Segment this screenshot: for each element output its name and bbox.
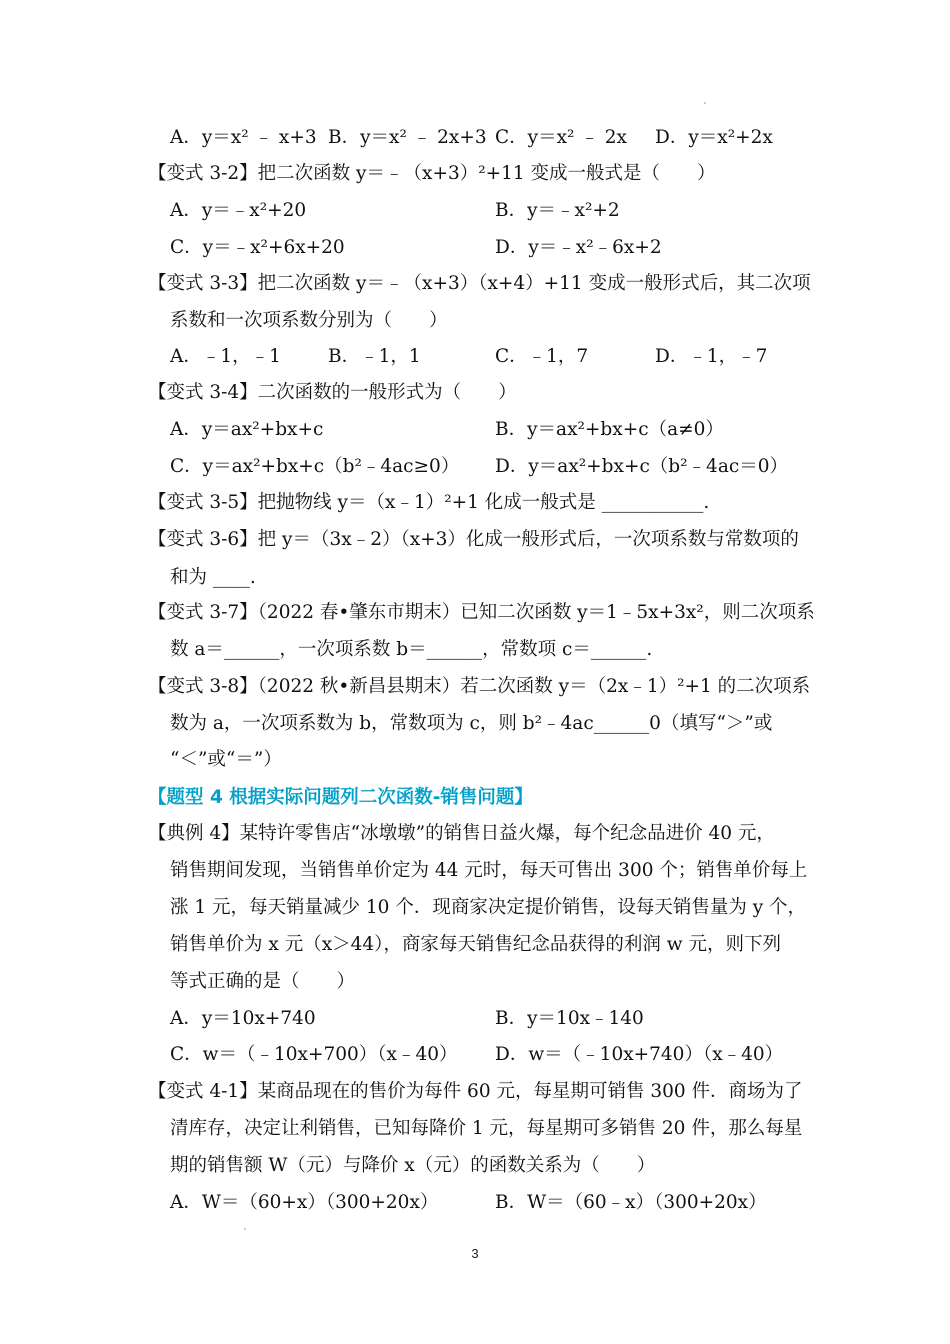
example-4-stem-line3: 涨 1 元，每天销量减少 10 个．现商家决定提价销售，设每天销售量为 y 个， (170, 897, 807, 918)
option-a: A．y＝10x+740 (170, 1008, 316, 1029)
option-b: B．y＝﹣x²+2 (495, 200, 620, 221)
page-number: 3 (471, 1246, 479, 1261)
option-a: A．W＝（60+x）（300+20x） (170, 1192, 439, 1213)
question-4-1-stem-line1: 【变式 4-1】某商品现在的售价为每件 60 元，每星期可销售 300 件．商场为了 (148, 1081, 803, 1102)
question-3-3-stem-line2: 系数和一次项系数分别为（ ） (170, 310, 448, 331)
question-3-6-stem-line2: 和为 ____. (170, 567, 256, 588)
option-c: C．w＝（﹣10x+700）（x﹣40） (170, 1044, 458, 1065)
question-4-1-stem-line2: 清库存，决定让利销售，已知每降价 1 元，每星期可多销售 20 件，那么每星 (170, 1118, 803, 1139)
decorative-dot (244, 1228, 246, 1230)
option-c: C．y＝﹣x²+6x+20 (170, 237, 345, 258)
option-a: A．y＝ax²+bx+c (170, 419, 324, 440)
question-3-8-stem-line3: “＜”或“＝”） (170, 749, 282, 770)
option-c: C．y＝x² ﹣ 2x (495, 127, 627, 148)
question-3-5-stem: 【变式 3-5】把抛物线 y＝（x﹣1）²+1 化成一般式是 ___________. (148, 492, 710, 513)
option-b: B．W＝（60﹣x）（300+20x） (495, 1192, 767, 1213)
decorative-dot (704, 102, 706, 104)
option-d: D．w＝（﹣10x+740）（x﹣40） (495, 1044, 784, 1065)
question-3-8-stem-line2: 数为 a，一次项系数为 b，常数项为 c，则 b²﹣4ac______0（填写“＞”或 (170, 713, 773, 734)
option-d: D．y＝x²+2x (655, 127, 773, 148)
option-c: C．﹣1，7 (495, 346, 589, 367)
question-4-1-stem-line3: 期的销售额 W（元）与降价 x（元）的函数关系为（ ） (170, 1155, 656, 1176)
question-3-6-stem-line1: 【变式 3-6】把 y＝（3x﹣2）（x+3）化成一般形式后，一次项系数与常数项的 (148, 529, 799, 550)
section-heading-type-4: 【题型 4 根据实际问题列二次函数-销售问题】 (148, 787, 533, 808)
question-3-7-stem-line2: 数 a＝______，一次项系数 b＝______，常数项 c＝______. (170, 639, 653, 660)
question-3-3-stem-line1: 【变式 3-3】把二次函数 y＝﹣（x+3）（x+4）+11 变成一般形式后，其二次项 (148, 273, 811, 294)
question-3-4-stem: 【变式 3-4】二次函数的一般形式为（ ） (148, 382, 517, 403)
option-a: A．y＝﹣x²+20 (170, 200, 307, 221)
option-a: A．﹣1，﹣1 (170, 346, 281, 367)
question-3-7-stem-line1: 【变式 3-7】（2022 春•肇东市期末）已知二次函数 y＝1﹣5x+3x²，则二次项系 (148, 602, 815, 623)
option-d: D．y＝ax²+bx+c（b²﹣4ac＝0） (495, 456, 788, 477)
option-c: C．y＝ax²+bx+c（b²﹣4ac≥0） (170, 456, 460, 477)
example-4-stem-line1: 【典例 4】某特许零售店“冰墩墩”的销售日益火爆，每个纪念品进价 40 元， (148, 823, 775, 844)
option-d: D．﹣1，﹣7 (655, 346, 768, 367)
option-b: B．﹣1，1 (328, 346, 421, 367)
question-3-8-stem-line1: 【变式 3-8】（2022 秋•新昌县期末）若二次函数 y＝（2x﹣1）²+1 的二次项系 (148, 676, 811, 697)
example-4-stem-line2: 销售期间发现，当销售单价定为 44 元时，每天可售出 300 个；销售单价每上 (170, 860, 808, 881)
example-4-stem-line4: 销售单价为 x 元（x＞44），商家每天销售纪念品获得的利润 w 元，则下列 (170, 934, 782, 955)
option-b: B．y＝x² ﹣ 2x+3 (328, 127, 487, 148)
option-b: B．y＝10x﹣140 (495, 1008, 644, 1029)
option-d: D．y＝﹣x²﹣6x+2 (495, 237, 662, 258)
option-a: A．y＝x² ﹣ x+3 (170, 127, 317, 148)
option-b: B．y＝ax²+bx+c（a≠0） (495, 419, 724, 440)
question-3-2-stem: 【变式 3-2】把二次函数 y＝﹣（x+3）²+11 变成一般式是（ ） (148, 163, 716, 184)
example-4-stem-line5: 等式正确的是（ ） (170, 971, 356, 992)
